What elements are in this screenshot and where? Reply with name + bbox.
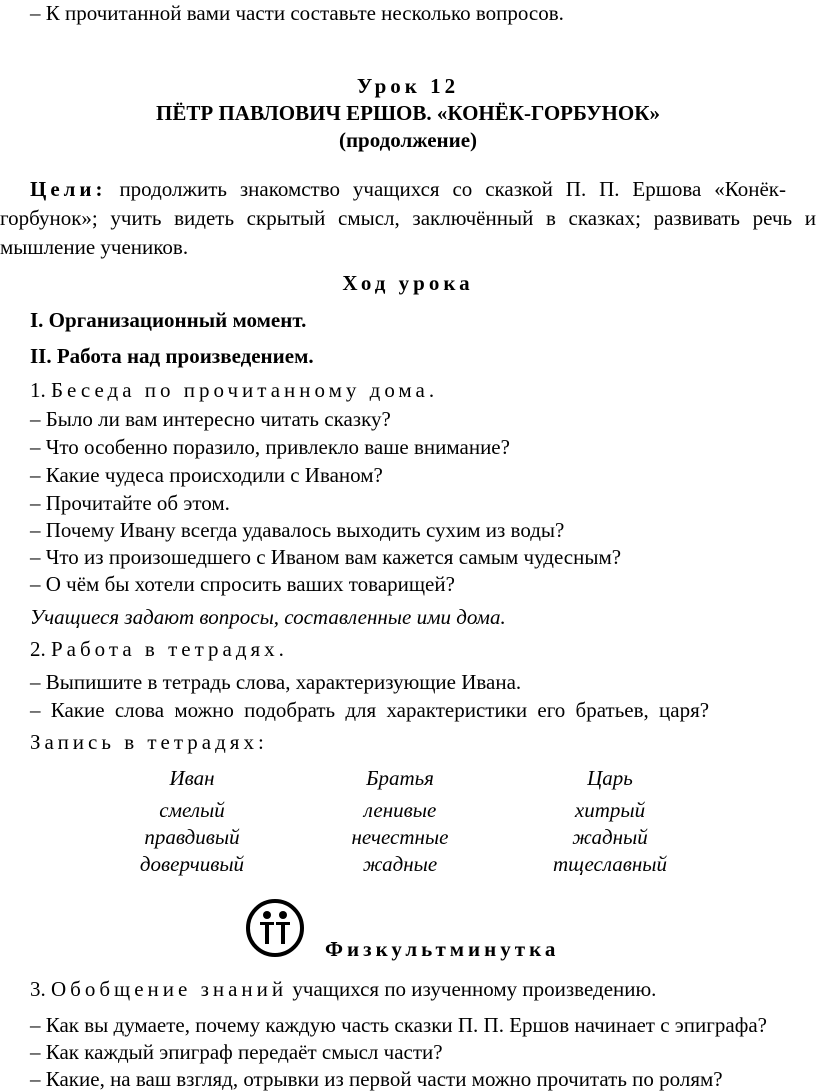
intro-question: – К прочитанной вами части составьте несколько вопросов. — [30, 1, 564, 25]
table-header: Иван — [169, 766, 215, 790]
step3-question: – Как каждый эпиграф передаёт смысл части? — [30, 1040, 443, 1064]
step1-note: Учащиеся задают вопросы, составленные ими дома. — [30, 605, 506, 629]
goals-line-1 — [0, 175, 786, 204]
step1-question: – Что особенно поразило, привлекло ваше внимание? — [30, 435, 510, 459]
step1-number: 1. — [30, 378, 46, 402]
step1-label: Беседа по прочитанному дома. — [51, 378, 439, 402]
table-header: Братья — [366, 766, 434, 790]
goals-line-3: мышление учеников. — [0, 235, 189, 259]
goals-line-2: горбунок»; учить видеть скрытый смысл, заключённый в сказках; развивать речь и — [0, 206, 816, 230]
physical-break-label: Физкультминутка — [325, 937, 560, 961]
step2-record-label: Запись в тетрадях: — [30, 730, 268, 754]
table-cell: нечестные — [351, 825, 449, 849]
step2-number: 2. — [30, 637, 46, 661]
step3-heading — [30, 976, 656, 1002]
table-header: Царь — [587, 766, 633, 790]
step1-question: – Прочитайте об этом. — [30, 491, 230, 515]
step1-question: – О чём бы хотели спросить ваших товарищей? — [30, 572, 455, 596]
step1-question: – Что из произошедшего с Иваном вам кажется самым чудесным? — [30, 545, 622, 569]
two-figures-icon — [245, 898, 305, 958]
table-cell: жадные — [362, 852, 438, 876]
table-cell: доверчивый — [139, 852, 245, 876]
table-cell: смелый — [159, 798, 225, 822]
step2-question: – Какие слова можно подобрать для характеристики его братьев, царя? — [30, 698, 710, 722]
step1-question: – Было ли вам интересно читать сказку? — [30, 407, 391, 431]
table-cell: хитрый — [574, 798, 646, 822]
step3-rest: учащихся по изученному произведению. — [287, 977, 657, 1001]
course-heading: Ход урока — [342, 271, 474, 295]
section-organizational: I. Организационный момент. — [30, 308, 307, 332]
step2-question: – Выпишите в тетрадь слова, характеризующие Ивана. — [30, 670, 522, 694]
step1-heading — [30, 377, 438, 403]
goals-text-1: продолжить знакомство учащихся со сказкой П. П. Ершова «Конёк- — [119, 177, 786, 201]
section-work: II. Работа над произведением. — [30, 344, 314, 368]
step3-question: – Как вы думаете, почему каждую часть сказки П. П. Ершов начинает с эпиграфа? — [30, 1013, 767, 1037]
table-cell: тщеславный — [552, 852, 668, 876]
lesson-title: ПЁТР ПАВЛОВИЧ ЕРШОВ. «КОНЁК-ГОРБУНОК» — [156, 101, 660, 125]
step3-number: 3. — [30, 977, 46, 1001]
table-cell: ленивые — [363, 798, 437, 822]
step3-label: Обобщение знаний — [51, 977, 288, 1001]
table-cell: жадный — [572, 825, 648, 849]
step2-heading — [30, 636, 288, 662]
goals-label: Цели: — [30, 177, 107, 201]
table-cell: правдивый — [144, 825, 240, 849]
step1-question: – Почему Ивану всегда удавалось выходить сухим из воды? — [30, 518, 565, 542]
step3-question: – Какие, на ваш взгляд, отрывки из первой части можно прочитать по ролям? — [30, 1067, 723, 1091]
step1-question: – Какие чудеса происходили с Иваном? — [30, 463, 383, 487]
step2-label: Работа в тетрадях. — [51, 637, 288, 661]
lesson-subtitle: (продолжение) — [338, 128, 478, 152]
lesson-number: Урок 12 — [356, 74, 460, 98]
